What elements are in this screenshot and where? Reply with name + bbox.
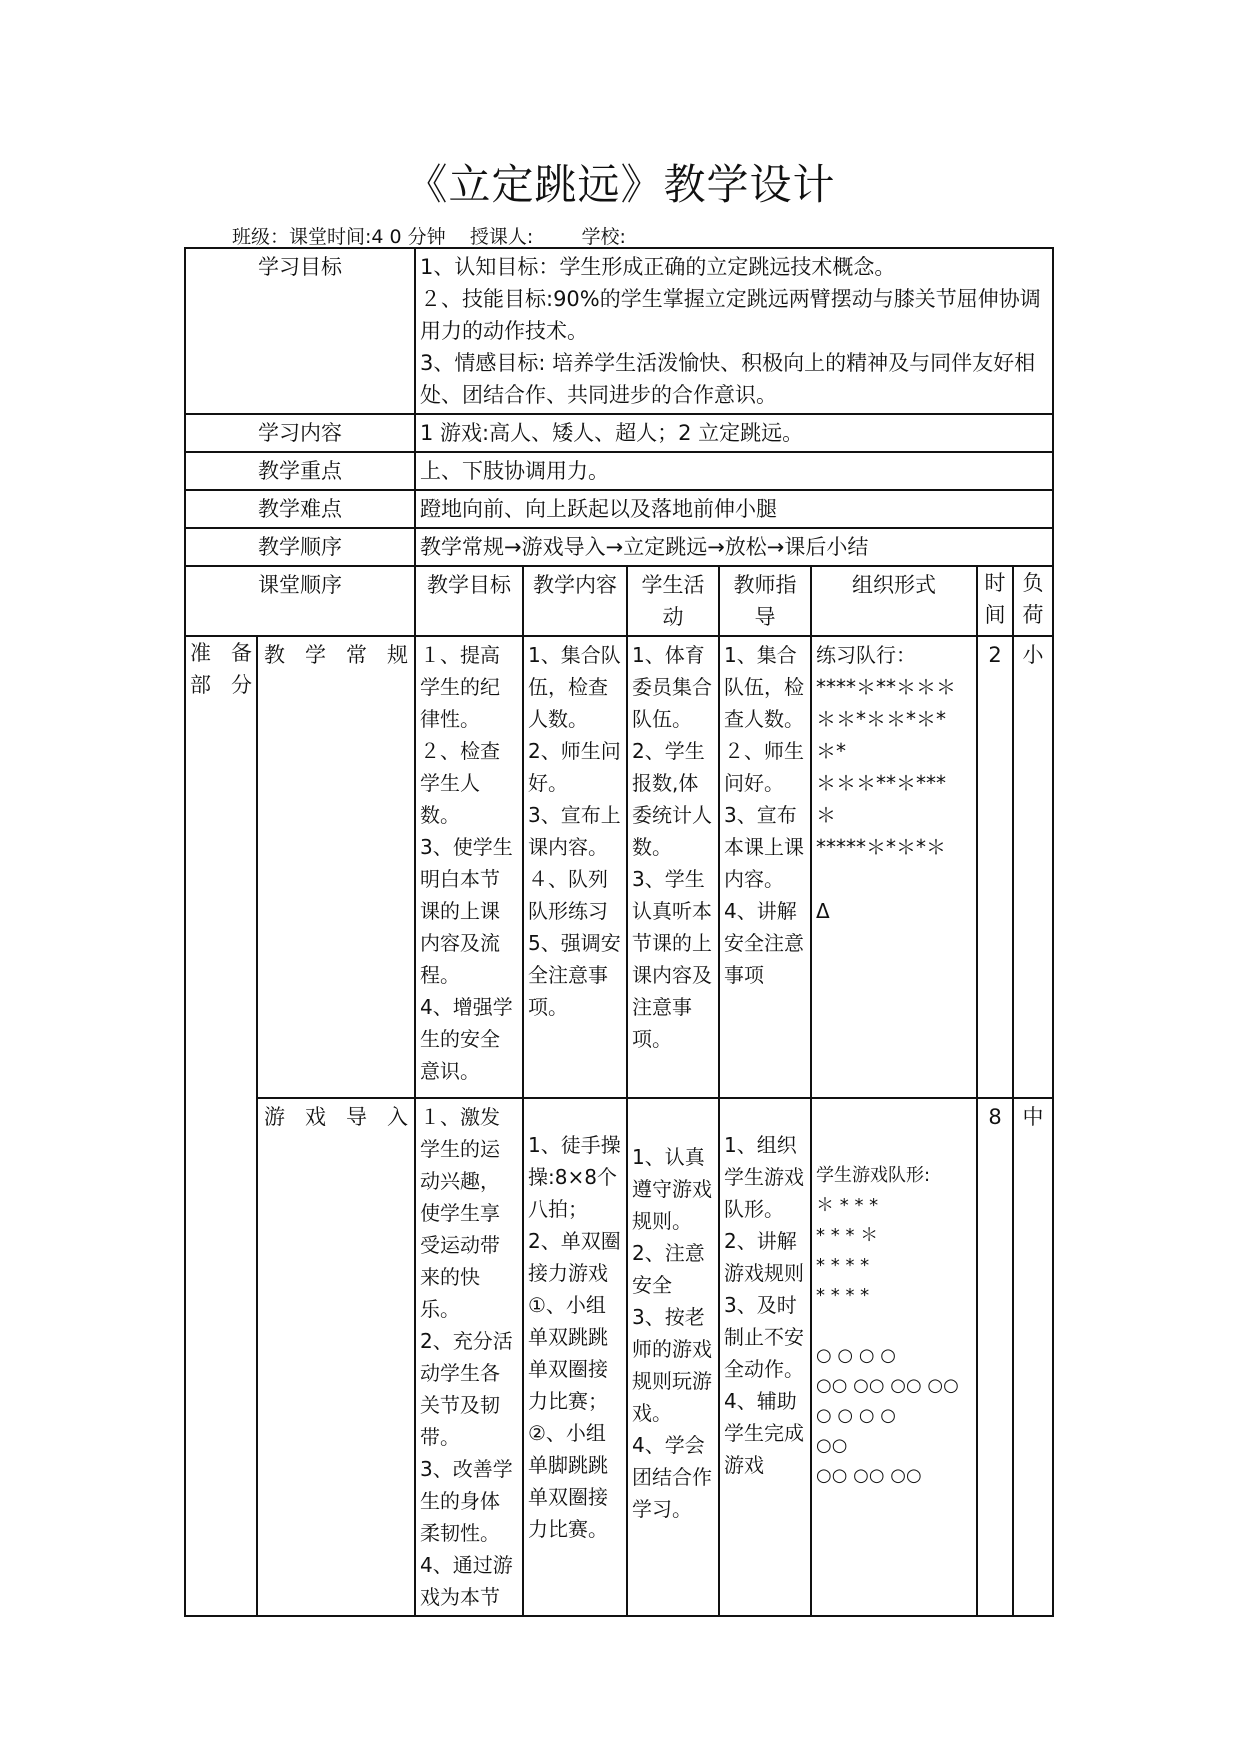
content-text: 1 游戏:高人、矮人、超人；2 立定跳远。 (415, 414, 1053, 452)
section-char: 分 (231, 673, 252, 697)
stage-time: 8 (977, 1098, 1013, 1616)
stage-row-game (185, 1098, 1053, 1616)
section-char: 备 (231, 641, 252, 665)
header-order: 课堂顺序 (185, 566, 415, 636)
header-teacher: 教师指 导 (733, 573, 797, 629)
lesson-plan-table (184, 247, 1054, 1617)
stage-load: 小 (1013, 636, 1053, 1098)
sequence-text: 教学常规→游戏导入→立定跳远→放松→课后小结 (415, 528, 1053, 566)
stage-name-char: 常 (346, 643, 367, 667)
column-header-row (185, 566, 1053, 636)
stage-goal: １、激发学生的运动兴趣，使学生享受运动带来的快乐。 2、充分活动学生各关节及韧带。 3、改善学生的身体柔韧性。 4、通过游戏为本节 (420, 1105, 513, 1609)
stage-name-char: 入 (387, 1105, 408, 1129)
sequence-label: 教学顺序 (185, 528, 415, 566)
stage-student-activity: 1、体育委员集合队伍。 2、学生报数,体委统计人数。 3、学生认真听本节课的上课内容及注意事项。 (632, 643, 712, 1051)
document-title: 《立定跳远》教学设计 (405, 160, 836, 209)
stage-row-routine (185, 636, 1053, 1098)
stage-student-activity: 1、认真遵守游戏规则。 2、注意安全 3、按老师的游戏规则玩游戏。 4、学会团结合作学习。 (632, 1145, 712, 1521)
section-char: 准 (190, 641, 211, 665)
stage-teacher-guidance: 1、集合队伍，检查人数。 ２、师生问好。 3、宣布本课上课内容。 4、讲解安全注意事项 (724, 643, 804, 987)
stage-teacher-guidance: 1、组织学生游戏队形。 2、讲解游戏规则 3、及时制止不安全动作。 4、辅助学生完成游戏 (724, 1133, 804, 1477)
section-char: 部 (190, 673, 211, 697)
difficulty-text: 蹬地向前、向上跃起以及落地前伸小腿 (415, 490, 1053, 528)
stage-content: 1、徒手操操:8×8个八拍； 2、单双圈接力游戏 ①、小组单双跳跳单双圈接力比赛； ②、小组单脚跳跳单双圈接力比赛。 (528, 1133, 621, 1541)
stage-name-char: 学 (305, 643, 326, 667)
stage-name-routine (257, 636, 415, 1098)
stage-name-char: 游 (264, 1105, 285, 1129)
key-point-label: 教学重点 (185, 452, 415, 490)
stage-organization: 练习队行： ****＊**＊＊＊ ＊＊*＊＊*＊* ＊* ＊＊＊**＊*** ＊ *****＊*＊*＊ Δ (816, 643, 956, 923)
sequence-row (185, 528, 1053, 566)
stage-name-char: 规 (387, 643, 408, 667)
header-content: 教学内容 (523, 566, 627, 636)
objectives-label: 学习目标 (185, 248, 415, 414)
key-point-text: 上、下肢协调用力。 (415, 452, 1053, 490)
difficulty-row (185, 490, 1053, 528)
header-load: 负 荷 (1022, 571, 1044, 627)
stage-name-game (257, 1098, 415, 1616)
stage-name-char: 导 (346, 1105, 367, 1129)
header-time: 时 间 (984, 571, 1006, 627)
stage-name-char: 戏 (305, 1105, 326, 1129)
objectives-row (185, 248, 1053, 414)
header-organization: 组织形式 (811, 566, 977, 636)
stage-load: 中 (1013, 1098, 1053, 1616)
key-point-row (185, 452, 1053, 490)
objectives-text: 1、认知目标：学生形成正确的立定跳远技术概念。 ２、技能目标:90%的学生掌握立定跳远两臂摆动与膝关节屈伸协调用力的动作技术。 3、情感目标: 培养学生活泼愉快、积极向上的精神及与同伴友好相处、团结合作、共同进步的合作意识。 (420, 255, 1041, 407)
section-preparation (185, 636, 257, 1616)
content-row (185, 414, 1053, 452)
difficulty-label: 教学难点 (185, 490, 415, 528)
stage-content: 1、集合队伍，检查人数。 2、师生问好。 3、宣布上课内容。 ４、队列队形练习 5、强调安全注意事项。 (528, 643, 621, 1019)
header-student: 学生活 动 (641, 573, 705, 629)
content-label: 学习内容 (185, 414, 415, 452)
stage-name-char: 教 (264, 643, 285, 667)
header-goal: 教学目标 (415, 566, 523, 636)
stage-organization: 学生游戏队形: ＊ * * * * * * ＊ * * * * * * * * ○ ○ ○ ○ ○○ ○○ ○○ ○○ ○ ○ ○ ○ ○○ ○○ ○○ ○○ (816, 1165, 959, 1486)
stage-goal: １、提高学生的纪律性。 ２、检查学生人数。 3、使学生明白本节课的上课内容及流程。 4、增强学生的安全意识。 (420, 643, 513, 1083)
stage-time: 2 (977, 636, 1013, 1098)
class-info-line: 班级：课堂时间:4 0 分钟 授课人: 学校: (232, 226, 626, 248)
